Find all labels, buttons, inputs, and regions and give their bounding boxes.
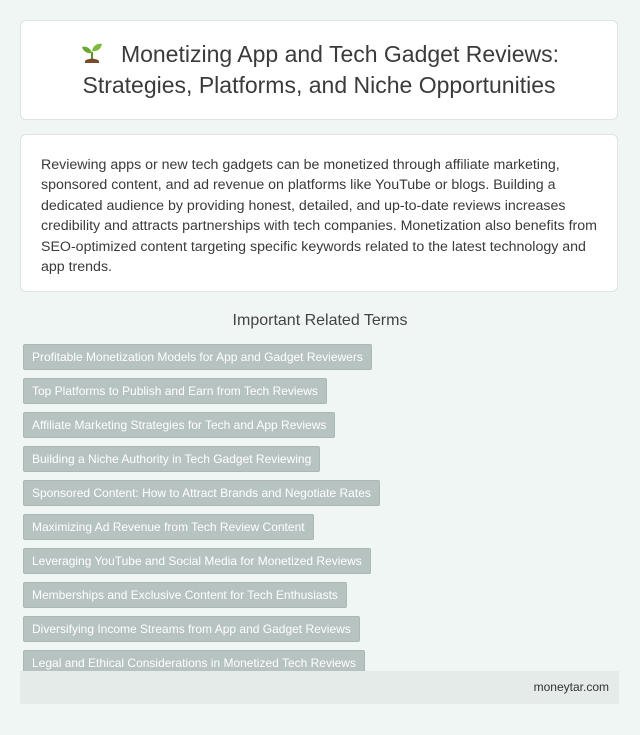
related-terms-heading: Important Related Terms <box>232 312 408 329</box>
footer-site-link[interactable]: moneytar.com <box>533 680 609 694</box>
related-term-tag[interactable]: Legal and Ethical Considerations in Monetized Tech Reviews <box>23 650 365 676</box>
page-title-line-2: Strategies, Platforms, and Niche Opportunities <box>82 72 556 98</box>
related-terms-list <box>23 344 613 684</box>
intro-paragraph: Reviewing apps or new tech gadgets can be monetized through affiliate marketing, sponsored content, and ad revenue on platforms like YouTube or blogs. Building a dedicated audience by providing honest, detailed, and up-to-date reviews increases credibility and attracts partnerships with tech companies. Monetization also benefits from SEO-optimized content targeting specific keywords related to the latest technology and app trends. <box>41 157 597 276</box>
footer <box>20 671 619 704</box>
related-term-tag[interactable]: Affiliate Marketing Strategies for Tech and App Reviews <box>23 412 335 438</box>
related-term-tag[interactable]: Top Platforms to Publish and Earn from Tech Reviews <box>23 378 327 404</box>
related-term-tag[interactable]: Sponsored Content: How to Attract Brands and Negotiate Rates <box>23 480 380 506</box>
related-term-tag[interactable]: Profitable Monetization Models for App and Gadget Reviewers <box>23 344 372 370</box>
intro-card <box>20 134 618 292</box>
title-card <box>20 20 618 120</box>
sprout-icon <box>79 40 105 66</box>
page-title-text-1: Monetizing App and Tech Gadget Reviews: <box>120 41 560 67</box>
related-term-tag[interactable]: Building a Niche Authority in Tech Gadget Reviewing <box>23 446 320 472</box>
related-term-tag[interactable]: Leveraging YouTube and Social Media for Monetized Reviews <box>23 548 371 574</box>
related-term-tag[interactable]: Maximizing Ad Revenue from Tech Review Content <box>23 514 314 540</box>
related-term-tag[interactable]: Memberships and Exclusive Content for Tech Enthusiasts <box>23 582 347 608</box>
related-term-tag[interactable]: Diversifying Income Streams from App and Gadget Reviews <box>23 616 360 642</box>
page-title-line-1 <box>79 39 559 70</box>
